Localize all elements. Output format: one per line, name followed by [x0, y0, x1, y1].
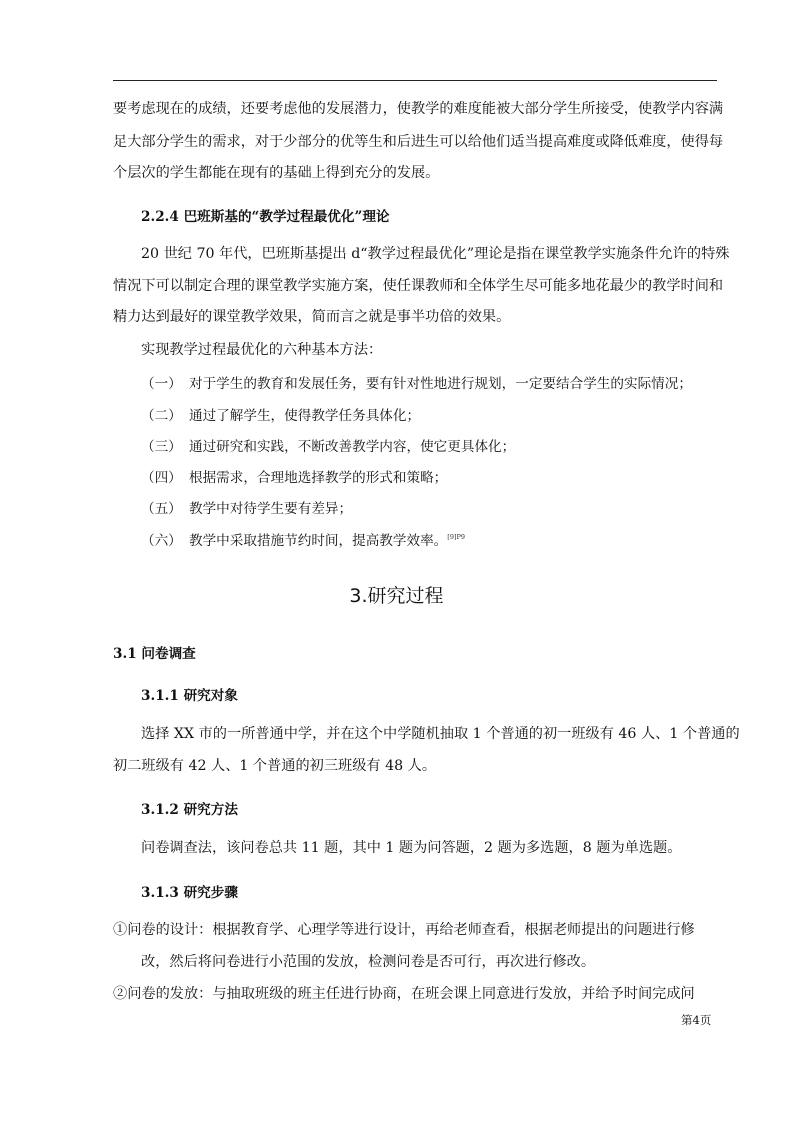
chapter-title: 3.研究过程	[349, 585, 444, 607]
list-text: 对于学生的教育和发展任务，要有针对性地进行规划，一定要结合学生的实际情况；	[189, 376, 692, 392]
section-heading-3-1-1: 3.1.1 研究对象	[141, 688, 238, 704]
methods-intro: 实现教学过程最优化的六种基本方法：	[141, 342, 383, 358]
list-number: （四）	[141, 470, 182, 486]
paragraph-line: 精力达到最好的课堂教学效果，简而言之就是事半功倍的效果。	[113, 309, 511, 325]
page-number: 第4页	[681, 1013, 712, 1027]
section-heading-3-1-2: 3.1.2 研究方法	[141, 802, 238, 818]
paragraph-line: 个层次的学生都能在现有的基础上得到充分的发展。	[113, 165, 440, 181]
list-text: 教学中对待学生要有差异；	[189, 501, 353, 517]
list-text: 教学中采取措施节约时间，提高教学效率。	[189, 533, 448, 549]
list-item	[141, 497, 352, 517]
list-item	[141, 466, 447, 486]
step-line: ①问卷的设计：根据教育学、心理学等进行设计，再给老师查看，根据老师提出的问题进行修	[113, 922, 695, 938]
section-heading-2-2-4: 2.2.4 巴班斯基的“教学过程最优化”理论	[141, 209, 390, 225]
list-item	[141, 404, 420, 424]
paragraph-line: 选择 XX 市的一所普通中学，并在这个中学随机抽取 1 个普通的初一班级有 46 人、1 个普通的	[141, 726, 740, 742]
step-line: ②问卷的发放：与抽取班级的班主任进行协商，在班会课上同意进行发放，并给予时间完成问	[113, 986, 695, 1002]
list-item	[141, 529, 465, 549]
paragraph-line: 情况下可以制定合理的课堂教学实施方案，使任课教师和全体学生尽可能多地花最少的教学时间和	[113, 278, 724, 294]
header-rule	[113, 80, 717, 81]
list-text: 通过研究和实践，不断改善教学内容，使它更具体化；	[189, 439, 516, 455]
step-line: 改，然后将问卷进行小范围的发放，检测问卷是否可行，再次进行修改。	[141, 954, 596, 970]
list-item	[141, 372, 692, 392]
paragraph-line: 足大部分学生的需求，对于少部分的优等生和后进生可以给他们适当提高难度或降低难度，使得每	[113, 134, 724, 150]
list-text: 根据需求，合理地选择教学的形式和策略；	[189, 470, 448, 486]
list-number: （一）	[141, 376, 182, 392]
list-number: （二）	[141, 408, 182, 424]
list-item	[141, 435, 515, 455]
paragraph-line: 问卷调查法，该问卷总共 11 题，其中 1 题为问答题，2 题为多选题，8 题为单选题。	[141, 840, 682, 856]
citation-superscript: [9]P9	[447, 533, 465, 541]
paragraph-line: 要考虑现在的成绩，还要考虑他的发展潜力，使教学的难度能被大部分学生所接受，使教学内容满	[113, 101, 724, 117]
list-number: （六）	[141, 533, 182, 549]
section-heading-3-1: 3.1 问卷调查	[113, 646, 196, 662]
list-text: 通过了解学生，使得教学任务具体化；	[189, 408, 421, 424]
paragraph-line: 20 世纪 70 年代，巴班斯基提出 d“教学过程最优化”理论是指在课堂教学实施条件允许的特殊	[141, 246, 730, 262]
list-number: （五）	[141, 501, 182, 517]
paragraph-line: 初二班级有 42 人、1 个普通的初三班级有 48 人。	[113, 758, 437, 774]
list-number: （三）	[141, 439, 182, 455]
section-heading-3-1-3: 3.1.3 研究步骤	[141, 885, 238, 901]
